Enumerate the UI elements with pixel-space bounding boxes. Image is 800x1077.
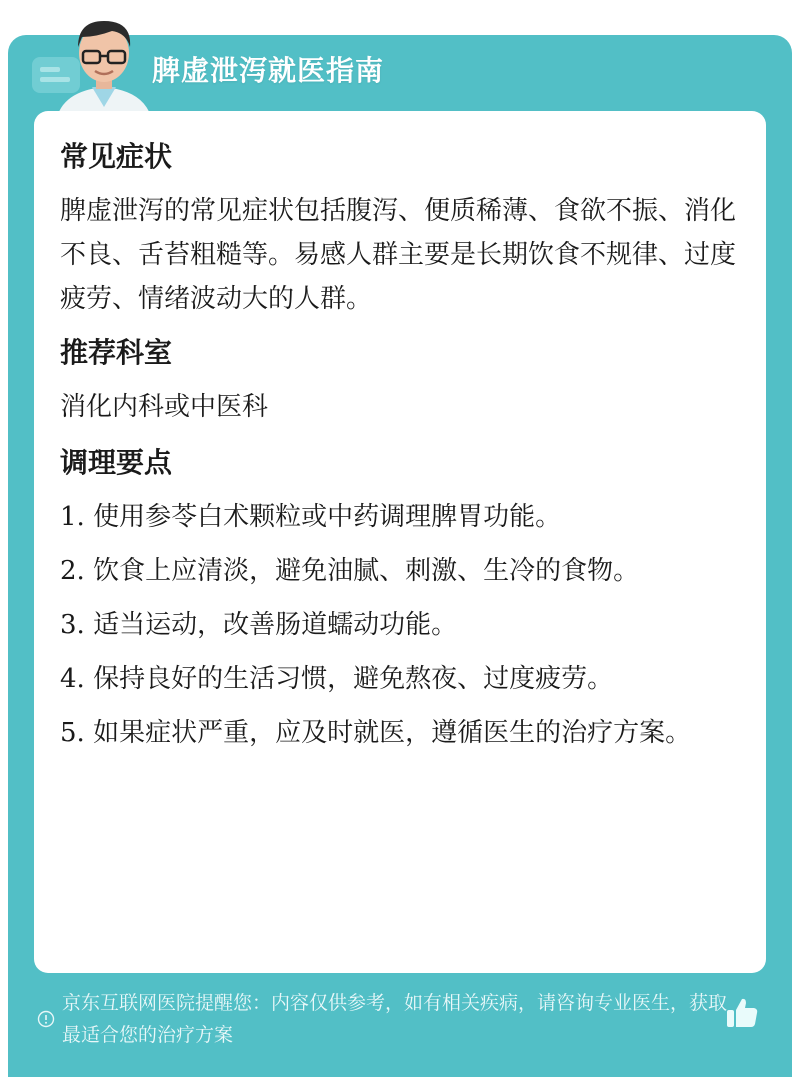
list-item-text: 饮食上应清淡，避免油腻、刺激、生冷的食物。	[93, 556, 640, 586]
list-item-text: 如果症状严重，应及时就医，遵循医生的治疗方案。	[93, 718, 692, 748]
list-item-number: 3.	[60, 610, 85, 640]
thumbs-up-icon[interactable]	[724, 995, 760, 1031]
department-heading: 推荐科室	[60, 336, 173, 369]
list-item	[60, 549, 740, 593]
symptoms-heading: 常见症状	[60, 140, 173, 173]
doctor-avatar	[52, 7, 156, 121]
list-item	[60, 711, 740, 755]
department-text: 消化内科或中医科	[60, 392, 269, 422]
list-item	[60, 603, 740, 647]
guide-panel	[8, 35, 792, 1077]
care-list	[60, 495, 740, 755]
list-item-text: 保持良好的生活习惯，避免熬夜、过度疲劳。	[93, 664, 614, 694]
page-title: 脾虚泄泻就医指南	[152, 54, 385, 87]
list-item-text: 使用参苓白术颗粒或中药调理脾胃功能。	[93, 502, 562, 532]
list-item	[60, 657, 740, 701]
info-circle-icon	[37, 1010, 55, 1028]
list-item-number: 5.	[60, 718, 85, 748]
list-item-number: 2.	[60, 556, 85, 586]
care-heading: 调理要点	[60, 446, 173, 479]
list-item	[60, 495, 740, 539]
list-item-number: 1.	[60, 502, 85, 532]
disclaimer-text: 京东互联网医院提醒您：内容仅供参考，如有相关疾病，请咨询专业医生，获取最适合您的治疗方案	[62, 992, 728, 1046]
list-item-text: 适当运动，改善肠道蠕动功能。	[93, 610, 458, 640]
list-item-number: 4.	[60, 664, 85, 694]
symptoms-text: 脾虚泄泻的常见症状包括腹泻、便质稀薄、食欲不振、消化不良、舌苔粗糙等。易感人群主要是长期饮食不规律、过度疲劳、情绪波动大的人群。	[60, 196, 737, 314]
content-card	[34, 111, 766, 973]
